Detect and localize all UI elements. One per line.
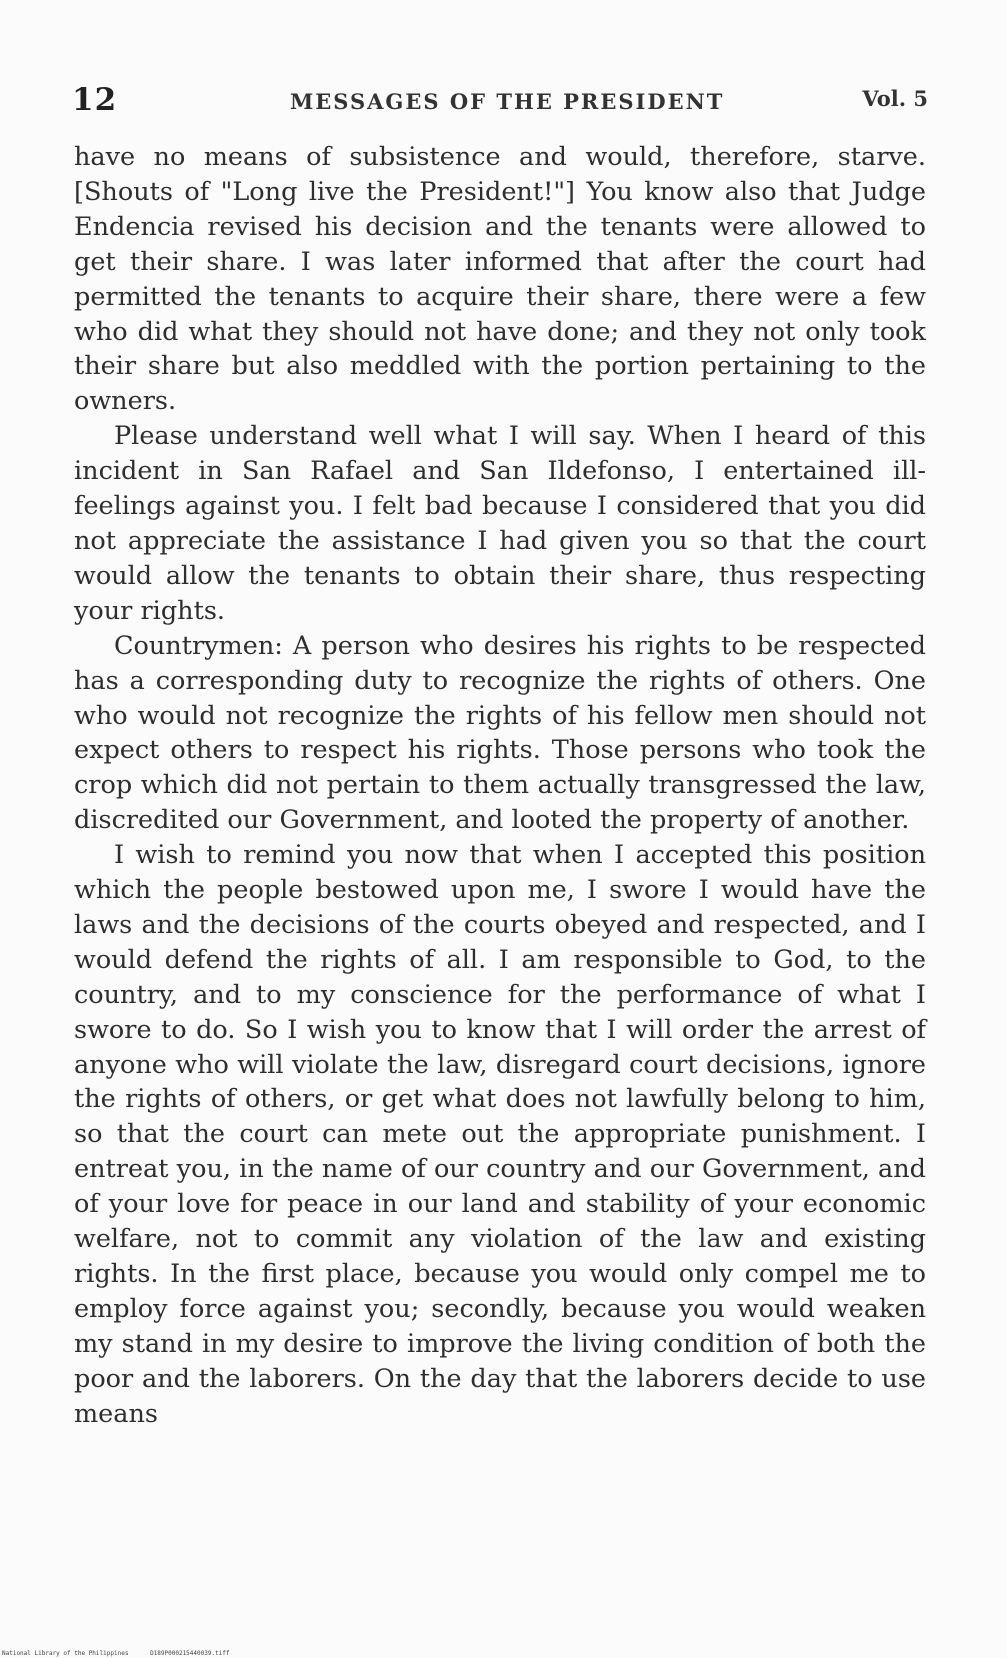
paragraph: Countrymen: A person who desires his rights to be respected has a corresponding duty to recognize the rights of others. One who would not recognize the rights of his fellow men should not expect others to respect his rights. Those persons who took the crop which did not pertain to them actually transgressed the law, discredited our Government, and looted the property of another. <box>74 630 926 836</box>
paragraph: Please understand well what I will say. When I heard of this incident in San Rafael and San Ildefonso, I entertained ill-feelings against you. I felt bad because I considered that you did not appreciate the assistance I had given you so that the court would allow the tenants to obtain their share, thus respecting your rights. <box>74 421 926 626</box>
page-number: 12 <box>72 82 118 118</box>
paragraph-continued: have no means of subsistence and would, therefore, starve. [Shouts of "Long live the President!"] You know also that Judge Endencia revised his decision and the tenants were allowed to get their share. I was later informed that after the court had permitted the tenants to acquire their share, there were a few who did what they should not have done; and they not only took their share but also meddled with the portion pertaining to the owners. <box>74 142 926 417</box>
scan-footer <box>2 1650 230 1657</box>
running-head: MESSAGES OF THE PRESIDENT <box>290 89 725 114</box>
library-name: National Library of the Philippines <box>2 1650 129 1657</box>
body-text <box>74 140 926 1432</box>
paragraph: I wish to remind you now that when I accepted this position which the people bestowed upon me, I swore I would have the laws and the decisions of the courts obeyed and respected, and I would defend the rights of all. I am responsible to God, to the country, and to my conscience for the performance of what I swore to do. So I wish you to know that I will order the arrest of anyone who will violate the law, disregard court decisions, ignore the rights of others, or get what does not lawfully belong to him, so that the court can mete out the appropriate punishment. I entreat you, in the name of our country and our Government, and of your love for peace in our land and stability of your economic welfare, not to commit any violation of the law and existing rights. In the first place, because you would only compel me to employ force against you; secondly, because you would weaken my stand in my desire to improve the living condition of both the poor and the laborers. On the day that the laborers decide to use means <box>74 840 926 1429</box>
volume-label: Vol. 5 <box>862 86 928 111</box>
file-id: D189P000215440039.tiff <box>150 1650 230 1657</box>
page-header <box>72 82 928 122</box>
